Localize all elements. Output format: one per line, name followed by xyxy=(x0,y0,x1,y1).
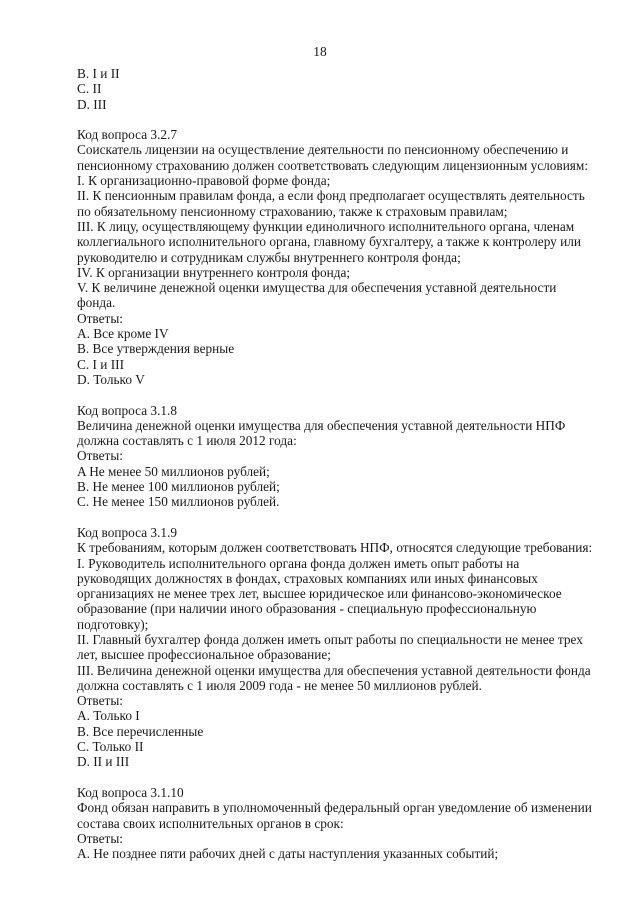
answer-option: A. Не позднее пяти рабочих дней с даты наступления указанных событий; xyxy=(77,846,499,862)
page-number: 18 xyxy=(313,44,327,59)
answer-option: A. Все кроме IV xyxy=(77,326,169,342)
question-code: Код вопроса 3.1.9 xyxy=(77,524,178,540)
paragraph-gap xyxy=(77,387,597,402)
question-text: организациях не менее трех лет, высшее юридическое или финансово-экономическое xyxy=(77,586,562,602)
answer-option: B. Не менее 100 миллионов рублей; xyxy=(77,479,280,495)
question-text: руководящих должностях в фондах, страховых компаниях или иных финансовых xyxy=(77,570,538,586)
question-text: пенсионному страхованию должен соответствовать следующим лицензионным условиям: xyxy=(77,157,589,173)
question-text: состава своих исполнительных органов в срок: xyxy=(77,815,344,831)
answer-option: B. I и II xyxy=(77,66,120,81)
question-text: Величина денежной оценки имущества для обеспечения уставной деятельности НПФ xyxy=(77,417,566,433)
question-text: коллегиального исполнительного органа, главному бухгалтеру, а также к контролеру или xyxy=(77,234,582,250)
answers-heading: Ответы: xyxy=(77,693,123,709)
question-text: К требованиям, которым должен соответствовать НПФ, относятся следующие требования: xyxy=(77,540,593,556)
question-text: лет, высшее профессиональное образование; xyxy=(77,647,331,663)
paragraph-gap xyxy=(77,510,597,525)
question-code: Код вопроса 3.1.8 xyxy=(77,402,178,418)
answers-heading: Ответы: xyxy=(77,310,123,326)
question-text: IV. К организации внутреннего контроля фонда; xyxy=(77,264,351,280)
answer-option: C. I и III xyxy=(77,356,124,372)
question-code: Код вопроса 3.2.7 xyxy=(77,127,178,143)
question-text: I. Руководитель исполнительного органа фонда должен иметь опыт работы на xyxy=(77,555,520,571)
question-text: по обязательному пенсионному страхованию, также к страховым правилам; xyxy=(77,203,508,219)
answer-option: A Не менее 50 миллионов рублей; xyxy=(77,463,270,479)
answer-option: B. Все перечисленные xyxy=(77,723,204,739)
question-code: Код вопроса 3.1.10 xyxy=(77,784,184,800)
question-text: должна составлять с 1 июля 2009 года - не менее 50 миллионов рублей. xyxy=(77,677,482,693)
question-text: Соискатель лицензии на осуществление деятельности по пенсионному обеспечению и xyxy=(77,142,569,158)
question-text: фонда. xyxy=(77,295,116,311)
answer-option: C. II xyxy=(77,81,102,97)
paragraph-gap xyxy=(77,112,597,127)
answer-option: C. Не менее 150 миллионов рублей. xyxy=(77,494,280,510)
question-text: образование (при наличии иного образования - специальную профессиональную xyxy=(77,601,537,617)
question-text: должна составлять с 1 июля 2012 года: xyxy=(77,433,297,449)
answer-option: D. III xyxy=(77,96,107,112)
question-text: Фонд обязан направить в уполномоченный федеральный орган уведомление об изменении xyxy=(77,800,592,816)
answer-option: C. Только II xyxy=(77,739,144,755)
answers-heading: Ответы: xyxy=(77,830,123,846)
answer-option: B. Все утверждения верные xyxy=(77,341,235,357)
question-text: II. К пенсионным правилам фонда, а если фонд предполагает осуществлять деятельность xyxy=(77,188,585,204)
question-text: I. К организационно-правовой форме фонда; xyxy=(77,173,331,189)
answer-option: A. Только I xyxy=(77,708,140,724)
question-text: III. К лицу, осуществляющему функции единоличного исполнительного органа, членам xyxy=(77,218,575,234)
answer-option: D. Только V xyxy=(77,371,145,387)
question-text: подготовку); xyxy=(77,616,149,632)
question-text: V. К величине денежной оценки имущества для обеспечения уставной деятельности xyxy=(77,280,557,296)
document-body xyxy=(77,66,597,861)
question-text: III. Величина денежной оценки имущества для обеспечения уставной деятельности фонда xyxy=(77,662,591,678)
answers-heading: Ответы: xyxy=(77,448,123,464)
paragraph-gap xyxy=(77,770,597,785)
question-text: II. Главный бухгалтер фонда должен иметь опыт работы по специальности не менее трех xyxy=(77,631,583,647)
answer-option: D. II и III xyxy=(77,754,130,770)
question-text: руководителю и сотрудникам службы внутреннего контроля фонда; xyxy=(77,249,461,265)
